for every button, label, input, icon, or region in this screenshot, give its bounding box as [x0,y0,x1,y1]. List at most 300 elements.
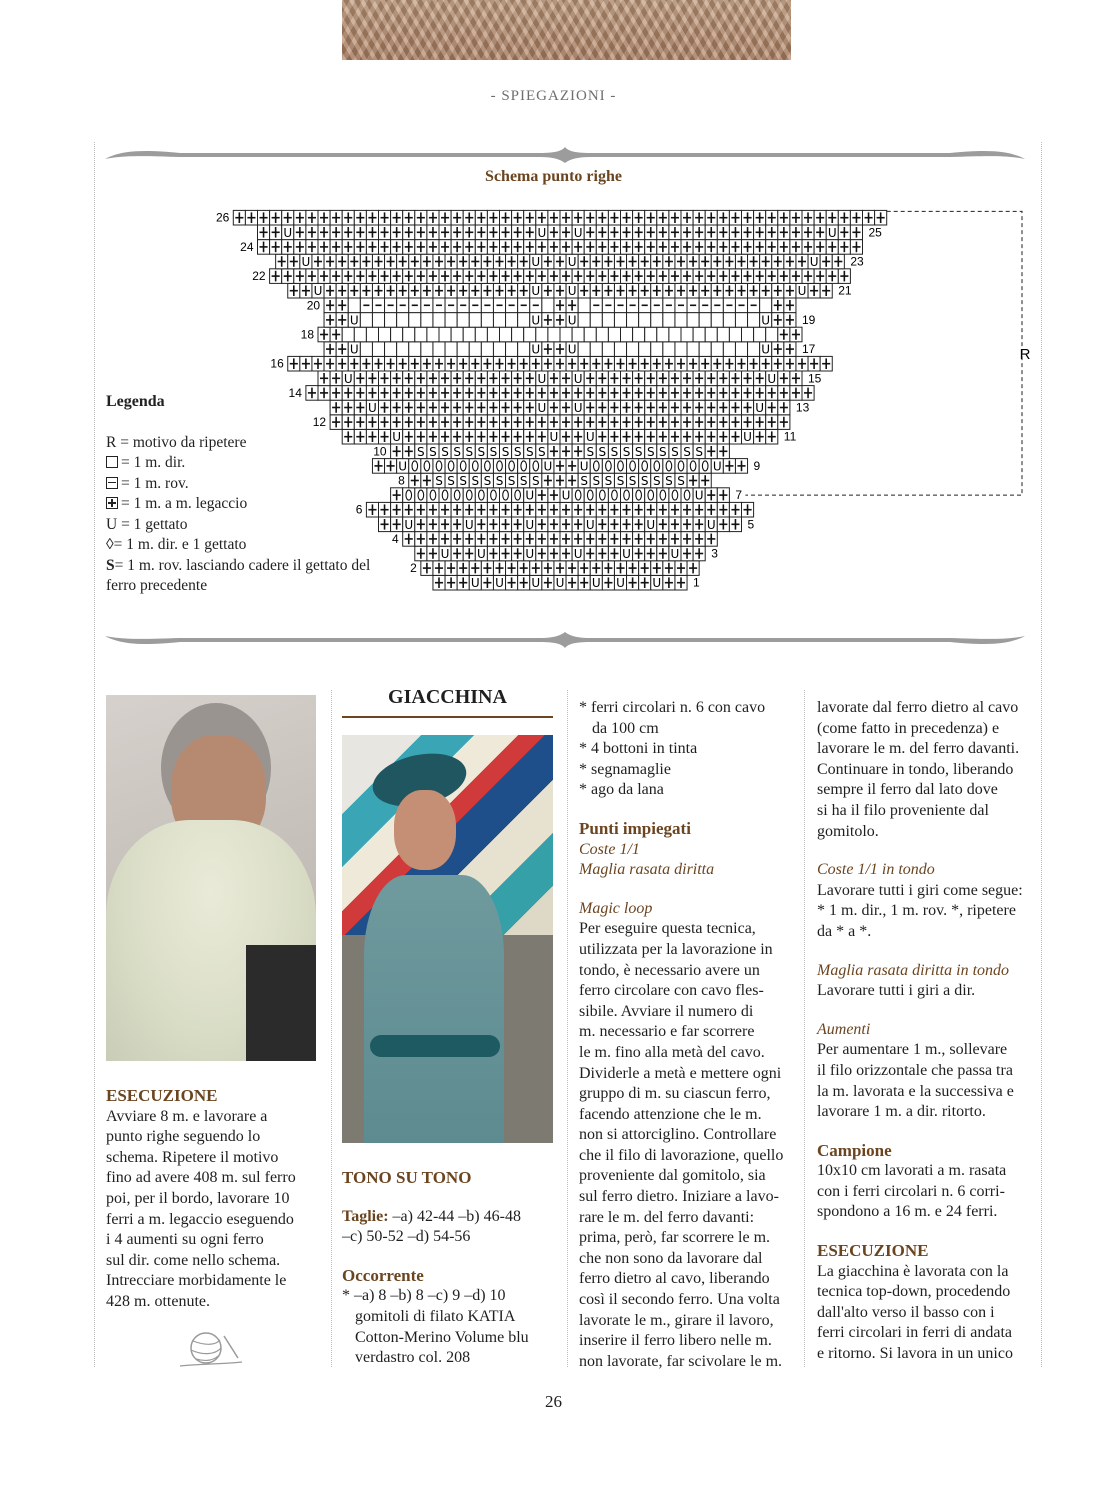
text-line: m. necessario e far scorrere [579,1023,755,1041]
yarnover-mark: U [573,225,583,240]
purl-drop-mark: S [677,474,685,488]
yarnover-mark: U [761,342,771,357]
chart-cell [590,313,602,328]
chart-cell [608,327,620,342]
yarnover-mark: U [537,225,547,240]
text-line: * 1 m. dir., 1 m. rov. *, ripetere [817,902,1016,920]
yarnover-mark: U [464,517,474,532]
purl-drop-mark: S [622,444,631,459]
chart-cell [748,342,760,357]
chart-cell [379,327,391,342]
chart-cell [506,342,518,357]
row-number: 8 [398,473,405,488]
yarnover-mark: U [567,284,577,299]
legend-text: R = motivo da ripetere [106,433,247,451]
yarnover-mark: U [585,430,595,445]
chart-cell [415,327,427,342]
text-line: Intrecciare morbidamente le [106,1272,287,1290]
purl-drop-mark: S [592,474,601,488]
chart-cell [439,327,451,342]
yarnover-mark: U [476,547,486,561]
supply-list [579,698,794,801]
chart-cell [475,327,487,342]
yarnover-mark: U [301,255,311,269]
chart-cell [699,342,711,357]
column-rule-2 [567,690,568,1367]
chart-cell [639,342,651,357]
chart-cell [596,327,608,342]
text-line: sul dir. come nello schema. [106,1251,281,1269]
chart-cell [735,313,747,328]
model-face [394,790,456,870]
rasata-body [817,981,1032,1002]
yarnover-mark: U [622,547,631,561]
repeat-label: R [1019,345,1031,363]
row-number: 13 [795,400,810,415]
yarnover-mark: U [343,371,353,386]
row-number: 5 [747,517,755,532]
legend-text: = 1 m. rov. lasciando cadere il gettato del ferro precedente [106,556,371,594]
chart-cell [687,313,699,328]
column-3 [579,698,794,1372]
purl-drop-mark: S [495,474,504,488]
row-number: 22 [252,269,266,284]
cardigan [364,875,504,1143]
row-number: 10 [373,444,387,459]
chart-cell [639,313,651,328]
plus-square-icon [106,497,118,509]
text-line: fino ad avere 408 m. sul ferro [106,1169,296,1187]
chart-cell [481,342,493,357]
purl-drop-mark: S [501,444,510,459]
chart-cell [723,342,735,357]
s-symbol-icon: S [106,556,115,574]
yarnover-mark: U [495,576,504,591]
text-line: Continuare in tondo, liberando [817,760,1014,778]
col1-body [106,1107,318,1313]
sizes-line-1 [342,1207,557,1228]
chart-cell [754,327,766,342]
legend-text: = 1 m. dir. e 1 gettato [113,536,247,553]
yarnover-mark: U [398,459,408,474]
yarnover-mark: U [313,284,323,299]
text-line: * –a) 8 –b) 8 –c) 9 –d) 10 [342,1287,506,1305]
column-rule-3 [804,690,805,1367]
text-line: * 4 bottoni in tinta [579,740,698,758]
chart-cell [602,342,614,357]
purl-drop-mark: S [586,444,595,459]
text-line: si ha il filo proveniente dal [817,801,989,819]
title-underline [342,716,553,718]
text-line: (come fatto in precedenza) e [817,719,1000,737]
chart-cell [572,327,584,342]
yarnover-mark: U [567,342,577,357]
purl-drop-mark: S [513,444,522,459]
text-line: lavorare 1 m. a dir. ritorto. [817,1103,986,1121]
purl-drop-mark: S [477,444,486,459]
purl-drop-mark: S [519,474,528,488]
yarnover-mark: U [761,313,771,328]
yarnover-mark: U [349,342,359,357]
heading-esecuzione: ESECUZIONE [106,1086,218,1105]
chart-cell [481,313,493,328]
chart-cell [493,313,505,328]
purl-drop-mark: S [598,444,607,459]
row-number: 11 [783,429,797,444]
text-line: proveniente dal gomitolo, sia [579,1167,766,1185]
legend-text: = 1 m. a m. legaccio [121,495,248,512]
text-line: gruppo di m. su ciascun ferro, [579,1085,771,1103]
legend-item-garter [106,494,386,515]
yarnover-mark: U [531,284,541,299]
legend-item-knit [106,453,386,474]
yarnover-mark: U [555,576,565,591]
purl-drop-mark: S [634,444,643,459]
legend-text: = 1 m. rov. [121,474,189,492]
purl-drop-mark: S [417,444,425,459]
row-number: 19 [801,312,816,327]
yarnover-mark: U [567,313,577,328]
section-title: - SPIEGAZIONI - [490,88,617,104]
text-line: ferri circolari in ferri di andata [817,1324,1012,1342]
purl-drop-mark: S [646,444,655,459]
yarnover-mark: U [579,459,589,474]
row-number: 18 [300,327,314,342]
chart-cell [487,327,499,342]
legend-item-knit-yo [106,535,386,556]
text-line: e ritorno. Si lavora in un unico [817,1345,1013,1363]
text-line: che non sono da lavorare dal [579,1249,763,1267]
row-number: 15 [808,371,822,386]
chart-cell [675,342,687,357]
diamond-icon: ◊ [106,536,114,553]
chart-cell [590,342,602,357]
text-line: ferri a m. legaccio eseguendo [106,1210,294,1228]
text-line: le m. fino alla metà del cavo. [579,1043,765,1061]
yarnover-mark: U [694,488,704,503]
chart-cell [409,342,421,357]
row-number: 14 [288,385,302,400]
text-line: tecnica top-down, procedendo [817,1283,1011,1301]
purl-drop-mark: S [695,444,703,459]
text-line: lavorate dal ferro dietro al cavo [817,699,1019,716]
sizes-value: –a) 42-44 –b) 46-48 [388,1207,521,1225]
yarnover-mark: U [573,547,583,561]
chart-cell [493,342,505,357]
purl-drop-mark: S [652,474,661,488]
text-line: rare le m. del ferro davanti: [579,1208,755,1226]
text-line: Per aumentare 1 m., sollevare [817,1041,1008,1059]
legend-item-purl [106,474,386,495]
yarnover-mark: U [525,488,535,503]
text-line: ferro circolare con cavo fles- [579,982,764,1000]
heading-punti: Punti impiegati [579,818,691,838]
legend-item-yarnover [106,515,386,536]
yarn-ball-icon [176,1328,246,1370]
punto-coste: Coste 1/1 [579,840,640,858]
chart-cell [536,327,548,342]
chart-cell [657,327,669,342]
text-line: con i ferri circolari n. 6 corri- [817,1182,1005,1200]
row-number: 17 [801,342,816,357]
row-number: 16 [270,356,284,371]
purl-drop-mark: S [616,474,625,488]
yarnover-mark: U [440,547,450,561]
aumenti-body [817,1040,1032,1122]
text-line: 10x10 cm lavorati a m. rasata [817,1162,1007,1180]
yarnover-mark: U [646,517,656,532]
row-number: 26 [215,210,230,225]
legend [106,392,386,597]
legend-title: Legenda [106,393,165,410]
chart-top-divider [100,145,1030,167]
text-line: schema. Ripetere il motivo [106,1148,279,1166]
text-line: da 100 cm [592,719,659,737]
yarnover-mark: U [712,459,722,474]
text-line: ferro dietro al cavo, liberando [579,1270,770,1288]
purl-drop-mark: S [671,444,679,459]
row-number: 7 [735,488,743,503]
chart-cell [397,313,409,328]
yarnover-mark: U [743,430,752,445]
chart-cell [687,342,699,357]
heading-aumenti: Aumenti [817,1020,871,1038]
text-line: così il secondo ferro. Una volta [579,1291,780,1309]
text-line: sempre il ferro dal lato dove [817,781,998,799]
text-line: punto righe seguendo lo [106,1128,261,1146]
chart-cell [354,327,366,342]
sizes-line-2: –c) 50-52 –d) 54-56 [342,1228,471,1246]
text-line: gomitoli di filato KATIA [355,1307,516,1325]
yarnover-mark: U [585,517,595,532]
purl-drop-mark: S [640,474,649,488]
yarnover-mark: U [652,576,662,591]
purl-drop-mark: S [525,444,534,459]
chart-cell [512,327,524,342]
purl-drop-mark: S [447,474,455,488]
chart-cell [651,313,663,328]
heading-coste-tondo: Coste 1/1 in tondo [817,861,935,879]
row-number: 4 [392,531,399,546]
chart-cell [366,327,378,342]
yarnover-mark: U [543,459,553,474]
yarnover-mark: U [591,576,601,591]
heading-magic-loop: Magic loop [579,899,653,917]
esecuzione-body [817,1262,1032,1365]
yarnover-mark: U [404,517,414,532]
text-line: Dividerle a metà e mettere ogni [579,1064,782,1082]
yarnover-mark: U [797,284,807,299]
chart-cell [675,313,687,328]
chart-cell [372,342,384,357]
yarnover-mark: U [573,371,583,386]
campione-body [817,1161,1032,1223]
purl-drop-mark: S [580,474,589,488]
purl-drop-mark: S [435,474,443,488]
yarnover-mark: U [531,313,541,328]
chart-cell [742,327,754,342]
chart-cell [711,342,723,357]
chart-cell [421,342,433,357]
chart-cell [469,342,481,357]
heading-esecuzione-2: ESECUZIONE [817,1241,929,1261]
photo-cardigan-model [342,735,553,1143]
yarnover-mark: U [809,255,819,269]
row-number: 24 [240,239,254,254]
yarnover-mark: U [573,401,583,415]
text-line: dall'alto verso il basso con i [817,1303,995,1321]
text-line: i 4 aumenti su ogni ferro [106,1231,264,1249]
chart-cell [614,342,626,357]
row-number: 6 [355,502,363,517]
chart-cell [445,342,457,357]
legend-item-repeat [106,433,386,454]
chart-cell [669,327,681,342]
purl-drop-mark: S [465,444,474,459]
chart-cell [681,327,693,342]
chart-cell [391,327,403,342]
purl-drop-mark: S [628,474,637,488]
chart-cell [433,313,445,328]
photo-scarf-model [106,695,316,1061]
yarnover-mark: U [537,371,547,386]
yarnover-mark: U [767,371,777,386]
text-line: sul ferro dietro. Iniziare a lavo- [579,1188,779,1206]
text-line: il filo orizzontale che passa tra [817,1061,1013,1079]
purl-drop-mark: S [483,474,492,488]
chart-cell [342,327,354,342]
legend-text: U = 1 gettato [106,515,188,533]
chart-cell [766,327,778,342]
pattern-title: GIACCHINA [388,686,507,708]
heading-rasata-tondo: Maglia rasata diritta in tondo [817,961,1010,979]
chart-cell [385,313,397,328]
chart-cell [717,327,729,342]
chart-cell [433,342,445,357]
yarnover-mark: U [392,430,402,445]
row-number: 1 [693,575,700,590]
purl-drop-mark: S [429,444,437,459]
chart-cell [735,342,747,357]
text-line: * ferri circolari n. 6 con cavo [579,699,766,716]
chart-cell [614,313,626,328]
text-line: Lavorare tutti i giri come segue: [817,881,1023,899]
chart-cell [403,327,415,342]
row-number: 3 [711,546,718,561]
chart-cell [693,327,705,342]
yarnover-mark: U [531,576,541,591]
row-number: 25 [868,225,882,240]
purl-drop-mark: S [531,474,540,488]
yarnover-mark: U [349,313,359,328]
chart-cell [723,313,735,328]
yarnover-mark: U [755,401,765,415]
text-line: Avviare 8 m. e lavorare a [106,1107,268,1125]
yarnover-mark: U [706,517,716,532]
row-number: 12 [312,415,327,430]
chart-cell [445,313,457,328]
chart-cell [348,298,360,313]
chart-cell [627,342,639,357]
chart-cell [711,313,723,328]
yarnover-mark: U [525,517,535,532]
chart-cell [457,342,469,357]
chart-cell [645,327,657,342]
chart-cell [651,342,663,357]
purl-drop-mark: S [489,444,498,459]
chart-cell [584,327,596,342]
purl-drop-mark: S [507,474,516,488]
chart-cell [372,313,384,328]
text-line: facendo attenzione che le m. [579,1105,762,1123]
text-line: gomitolo. [817,822,879,840]
chart-cell [729,327,741,342]
legend-item-purl-drop [106,556,386,597]
empty-square-icon [106,456,118,468]
column-2 [342,1168,557,1369]
chart-cell [518,313,530,328]
purl-drop-mark: S [453,444,461,459]
purl-drop-mark: S [441,444,449,459]
belt [370,1035,500,1057]
text-line: tondo, è necessario avere un [579,961,760,979]
chart-cell [385,342,397,357]
text-line: che il filo di lavorazione, quello [579,1146,784,1164]
chart-cell [705,327,717,342]
chart-cell [409,313,421,328]
text-line: utilizzata per la lavorazione in [579,940,773,958]
purl-drop-mark: S [659,444,667,459]
text-line: da * a *. [817,922,872,940]
chart-cell [469,313,481,328]
purl-drop-mark: S [683,444,691,459]
row-number: 23 [850,254,864,269]
row-number: 2 [410,561,417,576]
yarnover-mark: U [470,576,480,591]
chart-cell [602,313,614,328]
chart-cell [463,327,475,342]
text-line: sibile. Avviare il numero di [579,1002,754,1020]
chart-cell [427,327,439,342]
yarnover-mark: U [616,576,625,591]
column-rule-1 [331,690,332,1367]
chart-cell [621,327,633,342]
text-line: Lavorare tutti i giri a dir. [817,982,976,1000]
chart-cell [397,342,409,357]
text-line: spondono a 16 m. e 24 ferri. [817,1203,998,1221]
heading-occorrente: Occorrente [342,1265,424,1285]
page-number: 26 [545,1392,562,1411]
chart-cell [421,313,433,328]
heading-tono-su-tono: TONO SU TONO [342,1168,472,1187]
text-line: Per eseguire questa tecnica, [579,920,756,938]
yarnover-mark: U [670,547,680,561]
page-rule-right [1041,142,1042,1367]
chart-cell [578,298,590,313]
row-number: 20 [306,298,321,313]
purl-drop-mark: S [610,444,619,459]
chart-cell [760,298,772,313]
intro-body [817,698,1032,842]
yarnover-mark: U [368,401,377,415]
chart-cell [500,327,512,342]
chart-cell [663,342,675,357]
punto-rasata: Maglia rasata diritta [579,861,715,879]
chart-cell [560,327,572,342]
sizes-label: Taglie: [342,1207,389,1225]
yarnover-mark: U [561,488,571,503]
purl-drop-mark: S [604,474,613,488]
